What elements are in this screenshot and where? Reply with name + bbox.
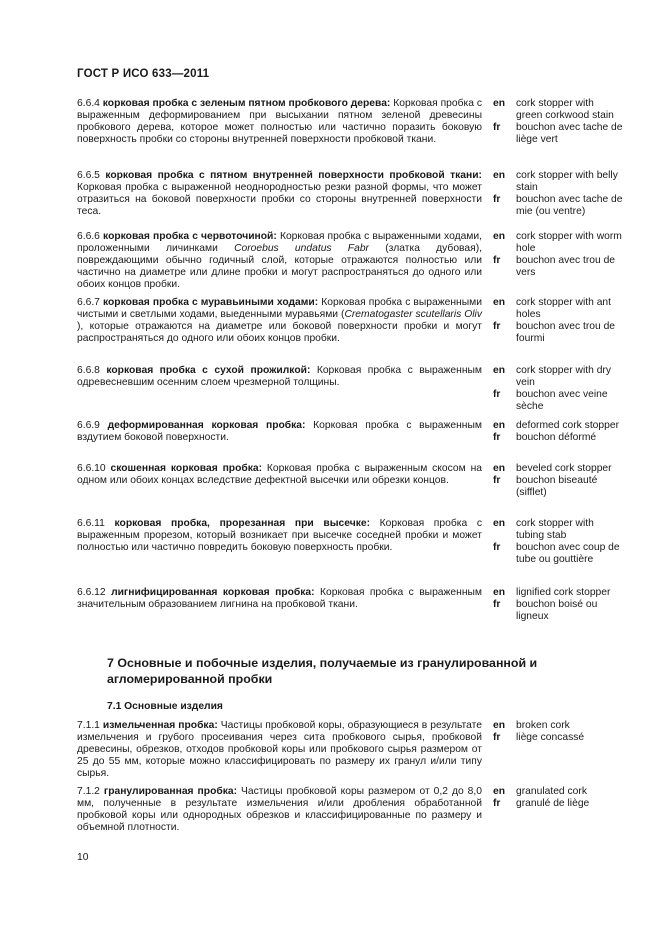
english-translation [493, 463, 623, 475]
language-code: en [493, 420, 506, 431]
language-code: en [493, 98, 506, 109]
definition-text [77, 420, 482, 444]
language-code: fr [493, 599, 501, 611]
english-translation [493, 420, 623, 432]
language-code: en [493, 297, 506, 308]
translations [493, 297, 623, 345]
translations [493, 587, 623, 623]
language-code: en [493, 231, 506, 242]
language-code: fr [493, 432, 501, 444]
language-code: en [493, 518, 506, 529]
translation-text: granulé de liège [516, 798, 590, 810]
french-translation [493, 599, 623, 623]
language-code: en [493, 463, 506, 474]
definition-text [77, 365, 482, 389]
language-code: fr [493, 475, 501, 487]
definition-part: Частицы пробковой коры размером от 0,2 до 8,0 мм, полученные в результате измельчения и/или дробления обработанной пробковой коры или однородных обрезков и классифицированные по размеру и объемной плотности. [77, 786, 482, 834]
definition-text [77, 786, 482, 834]
language-code: en [493, 720, 506, 731]
definition-part: Корковая пробка с выраженными ходами, проложенными личинками [77, 231, 482, 255]
term-title: гранулированная пробка: [103, 786, 238, 797]
translations [493, 518, 623, 566]
definition-part: Корковая пробка с выраженной неоднородностью резки разной формы, что может отразиться на боковой поверхности пробки со стороны внутренней поверхности теса. [77, 182, 482, 218]
translations [493, 170, 623, 218]
french-translation [493, 432, 623, 444]
term-number: 6.6.12 [77, 587, 106, 598]
document-header: ГОСТ Р ИСО 633—2011 [77, 68, 210, 80]
latin-species-name: Coroebus undatus Fabr [234, 243, 369, 255]
term-number: 6.6.5 [77, 170, 100, 181]
translation-text: cork stopper with green corkwood stain [516, 98, 614, 122]
language-code: fr [493, 389, 501, 401]
term-title: деформированная корковая пробка: [107, 420, 306, 431]
definition-part: Корковая пробка с выраженными чистыми и светлыми ходами, выеденными муравьями ( [77, 297, 482, 321]
definition-text [77, 463, 482, 487]
term-number: 6.6.6 [77, 231, 100, 242]
term-number: 6.6.11 [77, 518, 105, 529]
translation-text: liège concassé [516, 732, 585, 744]
translation-text: bouchon avec veine sèche [516, 389, 608, 413]
definition-text [77, 518, 482, 554]
definition-part: Частицы пробковой коры, образующиеся в результате измельчения и грубого просеивания через сита пробкового сырья, пробковой древесины, обрезков, отходов пробковой коры или пробкового сырья размером от 25 до 55 мм, которые можно классифицировать по размеру их гранул и/или типу сырья. [77, 720, 482, 780]
definition-part: Корковая пробка с выраженным скосом на одном или обоих концах вследствие дефектной высечки или обрезки концов. [77, 463, 482, 487]
definition-text [77, 170, 482, 218]
translation-text: bouchon avec trou de vers [516, 255, 616, 279]
french-translation [493, 321, 623, 345]
term-title: лигнифицированная корковая пробка: [111, 587, 315, 598]
translation-text: cork stopper with worm hole [516, 231, 622, 255]
translation-text: bouchon avec trou de fourmi [516, 321, 616, 345]
english-translation [493, 98, 623, 122]
definition-text [77, 297, 482, 345]
english-translation [493, 587, 623, 599]
french-translation [493, 255, 623, 279]
english-translation [493, 365, 623, 389]
translations [493, 98, 623, 146]
definition-part: Корковая пробка с выраженным вздутием боковой поверхности. [77, 420, 482, 444]
definition-part: (златка дубовая), повреждающими обычно годичный слой, которые отражаются полностью или частично на диаметре или длине пробки и могут распространяться до одного или обоих концов пробки. [77, 243, 482, 291]
term-title: корковая пробка с сухой прожилкой: [106, 365, 311, 376]
language-code: fr [493, 255, 501, 267]
definition-part: Корковая пробка с выраженным значительным образованием лигнина на пробковой ткани. [77, 587, 482, 611]
translation-text: bouchon déformé [516, 432, 597, 444]
definition-part: Корковая пробка с выраженным одревесневшим осенним слоем чрезмерной толщины. [77, 365, 482, 389]
language-code: en [493, 587, 506, 598]
page-number: 10 [77, 852, 89, 863]
translation-text: bouchon avec tache de mie (ou ventre) [516, 194, 623, 218]
translations [493, 720, 623, 744]
definition-part: Корковая пробка с выраженным деформированием при высыхании пятном зеленой древесины пробкового дерева, которое может полностью или частично поразить боковую поверхность пробки со стороны внутренней поверхности пробковой ткани. [77, 98, 482, 146]
translation-text: bouchon biseauté (sifflet) [516, 475, 598, 499]
term-number: 6.6.7 [77, 297, 100, 308]
translations [493, 463, 623, 499]
term-title: измельченная пробка: [102, 720, 218, 731]
english-translation [493, 297, 623, 321]
term-title: корковая пробка, прорезанная при высечке: [114, 518, 371, 529]
translation-text: bouchon avec coup de tube ou gouttière [516, 542, 620, 566]
french-translation [493, 798, 623, 810]
french-translation [493, 389, 623, 413]
translation-text: deformed cork stopper [516, 420, 620, 431]
english-translation [493, 518, 623, 542]
section-7-heading: 7 Основные и побочные изделия, получаемые из гранулированной и агломерированной пробки [107, 656, 538, 686]
translation-text: cork stopper with belly stain [516, 170, 618, 194]
english-translation [493, 231, 623, 255]
translation-text: cork stopper with tubing stab [516, 518, 594, 542]
english-translation [493, 720, 623, 732]
french-translation [493, 122, 623, 146]
translations [493, 231, 623, 279]
definition-text [77, 720, 482, 780]
term-number: 6.6.8 [77, 365, 100, 376]
translation-text: lignified cork stopper [516, 587, 611, 598]
french-translation [493, 542, 623, 566]
language-code: fr [493, 542, 501, 554]
translation-text: bouchon boisé ou ligneux [516, 599, 598, 623]
translation-text: broken cork [516, 720, 570, 731]
translation-text: beveled cork stopper [516, 463, 612, 474]
term-title: скошенная корковая пробка: [110, 463, 263, 474]
language-code: fr [493, 194, 501, 206]
language-code: en [493, 170, 506, 181]
language-code: fr [493, 122, 501, 134]
term-number: 6.6.4 [77, 98, 100, 109]
language-code: fr [493, 732, 501, 744]
definition-text [77, 231, 482, 291]
french-translation [493, 194, 623, 218]
term-title: корковая пробка с пятном внутренней поверхности пробковой ткани: [105, 170, 482, 181]
definition-text [77, 587, 482, 611]
translation-text: granulated cork [516, 786, 587, 797]
english-translation [493, 786, 623, 798]
translation-text: cork stopper with ant holes [516, 297, 612, 321]
translations [493, 420, 623, 444]
definition-text [77, 98, 482, 146]
language-code: fr [493, 798, 501, 810]
translation-text: bouchon avec tache de liège vert [516, 122, 623, 146]
language-code: en [493, 365, 506, 376]
term-number: 6.6.9 [77, 420, 100, 431]
english-translation [493, 170, 623, 194]
language-code: en [493, 786, 506, 797]
term-title: корковая пробка с зеленым пятном пробкового дерева: [102, 98, 391, 109]
definition-part: ), которые отражаются на диаметре или боковой поверхности пробки и могут распространяться до одного или обоих концов пробки. [77, 321, 482, 345]
term-number: 7.1.1 [77, 720, 100, 731]
latin-species-name: Crematogaster scutellaris Oliv [344, 309, 482, 321]
term-number: 7.1.2 [77, 786, 100, 797]
translations [493, 365, 623, 413]
definition-part: Корковая пробка с выраженным прорезом, который возникает при высечке соседней пробки и может полностью или частично повредить боковую поверхность пробки. [77, 518, 482, 554]
translation-text: cork stopper with dry vein [516, 365, 611, 389]
french-translation [493, 475, 623, 499]
term-title: корковая пробка с червоточиной: [103, 231, 277, 242]
language-code: fr [493, 321, 501, 333]
translations [493, 786, 623, 810]
term-title: корковая пробка с муравьиными ходами: [102, 297, 319, 308]
french-translation [493, 732, 623, 744]
term-number: 6.6.10 [77, 463, 106, 474]
section-7-1-heading: 7.1 Основные изделия [107, 701, 223, 712]
